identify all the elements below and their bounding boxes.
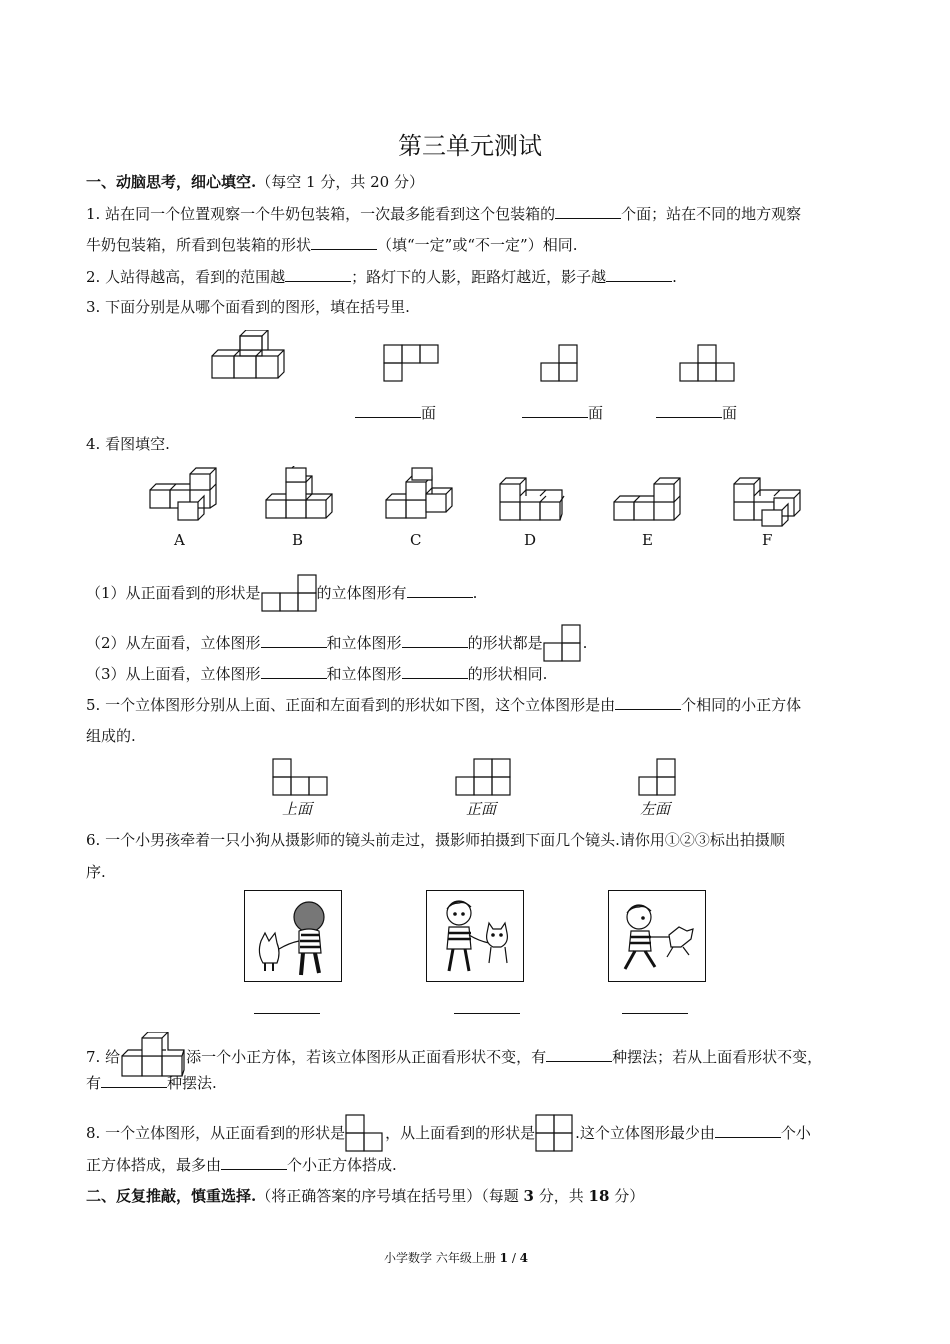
question-3: 3. 下面分别是从哪个面看到的图形，填在括号里. xyxy=(86,298,410,316)
inline-view-shape xyxy=(261,574,317,612)
q4-figure-A xyxy=(148,466,218,522)
q3-answer-2: 面 xyxy=(522,402,603,423)
q5-label-left: 左面 xyxy=(640,800,671,818)
question-7-line-1: 7. 给 添一个小正方体，若该立体图形从正面看形状不变，有 种摆法；若从上面看形状不变， xyxy=(86,1032,822,1078)
answer-blank[interactable] xyxy=(454,998,520,1014)
photo-boy-dog-side xyxy=(608,890,706,982)
q4-sub-1: （1）从正面看到的形状是 的立体图形有 . xyxy=(86,574,477,612)
figure-label-E: E xyxy=(642,531,653,549)
boy-and-dog-side-illustration xyxy=(609,891,705,981)
q4-figure-F xyxy=(732,474,802,528)
answer-blank[interactable] xyxy=(221,1154,287,1170)
question-1-line-2: 牛奶包装箱，所看到包装箱的形状 （填“一定”或“不一定”）相同. xyxy=(86,236,578,254)
answer-blank[interactable] xyxy=(606,266,672,282)
q6-answer-2 xyxy=(454,998,520,1019)
q3-view-2 xyxy=(540,344,580,384)
q6-answer-1 xyxy=(254,998,320,1019)
question-5-line-2: 组成的. xyxy=(86,727,136,745)
q5-label-top: 上面 xyxy=(282,800,313,818)
q4-figure-D xyxy=(498,474,566,524)
page-title: 第三单元测试 xyxy=(398,132,542,160)
answer-blank[interactable] xyxy=(254,998,320,1014)
question-7-line-2: 有 种摆法. xyxy=(86,1074,217,1092)
answer-blank[interactable] xyxy=(555,203,621,219)
q5-left-view xyxy=(638,758,678,796)
boy-and-dog-front-illustration xyxy=(427,891,523,981)
inline-top-view xyxy=(535,1114,575,1152)
answer-blank[interactable] xyxy=(285,266,351,282)
q4-figure-C xyxy=(384,466,454,522)
q3-answer-3: 面 xyxy=(656,402,737,423)
q3-view-3 xyxy=(679,344,737,384)
answer-blank[interactable] xyxy=(355,402,421,418)
figure-label-D: D xyxy=(524,531,537,549)
answer-blank[interactable] xyxy=(101,1072,167,1088)
answer-blank[interactable] xyxy=(311,234,377,250)
answer-blank[interactable] xyxy=(546,1046,612,1062)
question-6-line-1: 6. 一个小男孩牵着一只小狗从摄影师的镜头前走过，摄影师拍摄到下面几个镜头.请你用①②③标出拍摄顺 xyxy=(86,831,785,849)
q3-solid-figure xyxy=(210,330,286,386)
answer-blank[interactable] xyxy=(622,998,688,1014)
q6-answer-3 xyxy=(622,998,688,1019)
figure-label-A: A xyxy=(174,531,185,549)
q3-answer-1: 面 xyxy=(355,402,436,423)
inline-view-shape xyxy=(543,624,583,662)
answer-blank[interactable] xyxy=(715,1122,781,1138)
question-8-line-1: 8. 一个立体图形，从正面看到的形状是 ，从上面看到的形状是 .这个立体图形最少由 个小 xyxy=(86,1114,811,1152)
q3-view-1 xyxy=(383,344,439,384)
boy-and-dog-back-illustration xyxy=(245,891,341,981)
question-4: 4. 看图填空. xyxy=(86,435,170,453)
answer-blank[interactable] xyxy=(407,582,473,598)
q4-figure-E xyxy=(612,474,686,524)
q5-label-front: 正面 xyxy=(466,800,497,818)
section-2-heading: 二、反复推敲，慎重选择.（将正确答案的序号填在括号里）（每题 3 分，共 18 分） xyxy=(86,1187,645,1205)
q4-sub-3: （3）从上面看，立体图形 和立体图形 的形状相同. xyxy=(86,665,548,683)
question-6-line-2: 序. xyxy=(86,863,106,881)
page-footer: 小学数学 六年级上册 1 / 4 xyxy=(384,1251,529,1265)
question-5-line-1: 5. 一个立体图形分别从上面、正面和左面看到的形状如下图，这个立体图形是由 个相同的小正方体 xyxy=(86,696,802,714)
question-8-line-2: 正方体搭成，最多由 个小正方体搭成. xyxy=(86,1156,397,1174)
section-1-heading: 一、动脑思考，细心填空.（每空 1 分，共 20 分） xyxy=(86,173,424,191)
inline-front-view xyxy=(345,1114,385,1152)
q4-sub-2: （2）从左面看，立体图形 和立体图形 的形状都是 . xyxy=(86,624,587,662)
answer-blank[interactable] xyxy=(656,402,722,418)
answer-blank[interactable] xyxy=(402,632,468,648)
answer-blank[interactable] xyxy=(261,632,327,648)
figure-label-F: F xyxy=(762,531,773,549)
question-1-line-1: 1. 站在同一个位置观察一个牛奶包装箱，一次最多能看到这个包装箱的 个面；站在不同的地方观察 xyxy=(86,205,802,223)
figure-label-B: B xyxy=(292,531,304,549)
photo-boy-dog-front xyxy=(426,890,524,982)
answer-blank[interactable] xyxy=(522,402,588,418)
q5-top-view xyxy=(272,758,330,796)
answer-blank[interactable] xyxy=(261,663,327,679)
figure-label-C: C xyxy=(410,531,422,549)
question-2: 2. 人站得越高，看到的范围越 ；路灯下的人影，距路灯越近，影子越 . xyxy=(86,268,677,286)
q5-front-view xyxy=(455,758,513,796)
answer-blank[interactable] xyxy=(615,694,681,710)
answer-blank[interactable] xyxy=(402,663,468,679)
photo-boy-dog-back xyxy=(244,890,342,982)
q4-figure-B xyxy=(264,466,336,522)
